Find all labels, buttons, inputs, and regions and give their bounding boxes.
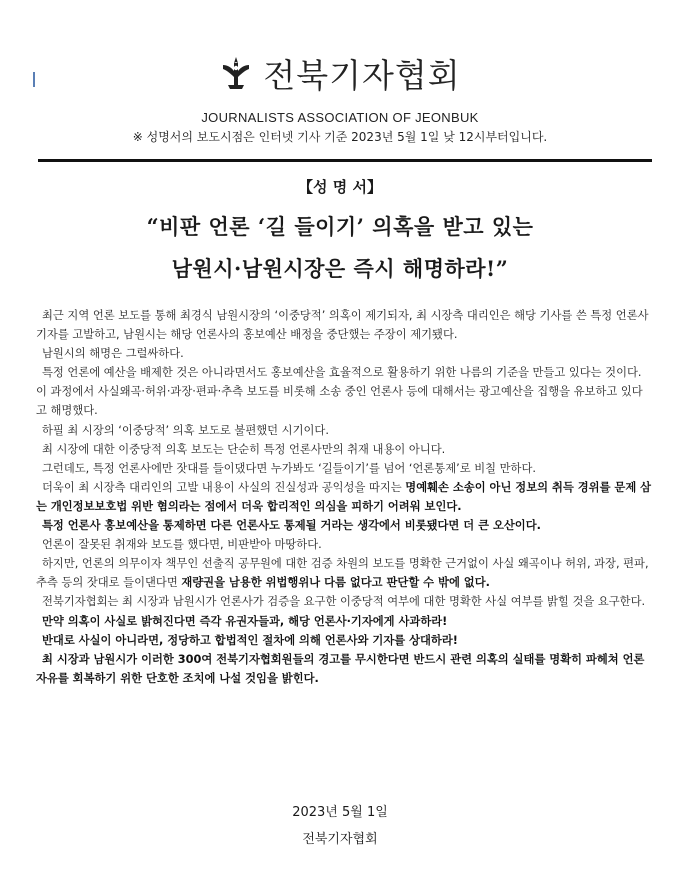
logo-row xyxy=(0,50,680,96)
org-name: 전북기자협회 xyxy=(263,55,461,95)
headline-line-2: 남원시·남원시장은 즉시 해명하라!” xyxy=(171,256,509,281)
paragraph-10 xyxy=(36,554,652,592)
paragraph-2: 남원시의 해명은 그럴싸하다. xyxy=(42,347,184,361)
statement-date: 2023년 5월 1일 xyxy=(292,805,388,820)
org-name-english: JOURNALISTS ASSOCIATION OF JEONBUK xyxy=(201,110,479,125)
paragraph-10-emphasis: 재량권을 남용한 위법행위나 다름 없다고 판단할 수 밖에 없다. xyxy=(181,576,490,590)
paragraph-7-plain: 더욱이 최 시장측 대리인의 고발 내용이 사실의 진실성과 공익성을 따지는 xyxy=(42,480,406,494)
paragraph-9: 언론이 잘못된 취재와 보도를 했다면, 비판받아 마땅하다. xyxy=(42,538,322,552)
paragraph-13: 반대로 사실이 아니라면, 정당하고 합법적인 절차에 의해 언론사와 기자를 상대하라! xyxy=(42,633,458,647)
paragraph-7-emphasis: 명예훼손 소송이 아닌 정보의 취득 경위를 문제 삼는 개인정보보호법 위반 혐의라는 점에서 더욱 합리적인 의심을 피하기 어려워 보인다. xyxy=(36,480,652,513)
document-type-label: 【성 명 서】 xyxy=(298,178,382,196)
paragraph-12: 만약 의혹이 사실로 밝혀진다면 즉각 유권자들과, 해당 언론사·기자에게 사과하라! xyxy=(42,614,448,628)
header-divider xyxy=(38,159,652,162)
paragraph-10-plain: 하지만, 언론의 의무이자 책무인 선출직 공무원에 대한 검증 차원의 보도를 명확한 근거없이 사실 왜곡이나 허위, 과장, 편파, 추측 등의 잣대로 들이댄다면 xyxy=(36,557,649,590)
signing-organization: 전북기자협회 xyxy=(302,832,378,847)
statement-body xyxy=(36,306,652,688)
association-emblem-icon xyxy=(219,53,253,93)
paragraph-5: 최 시장에 대한 이중당적 의혹 보도는 단순히 특정 언론사만의 취재 내용이 아니다. xyxy=(42,442,446,456)
paragraph-6: 그런데도, 특정 언론사에만 잣대를 들이댔다면 누가봐도 ‘길들이기’를 넘어 ‘언론통제’로 비칠 만하다. xyxy=(42,461,536,475)
paragraph-14: 최 시장과 남원시가 이러한 300여 전북기자협회원들의 경고를 무시한다면 반드시 관련 의혹의 실태를 명확히 파헤쳐 언론자유를 회복하기 위한 단호한 조치에 나설 것임을 밝힌다. xyxy=(36,652,645,685)
headline-line-1: “비판 언론 ‘길 들이기’ 의혹을 받고 있는 xyxy=(146,214,534,239)
paragraph-11: 전북기자협회는 최 시장과 남원시가 언론사가 검증을 요구한 이중당적 여부에 대한 명확한 사실 여부를 밝힐 것을 요구한다. xyxy=(42,595,646,609)
paragraph-8: 특정 언론사 홍보예산을 통제하면 다른 언론사도 통제될 거라는 생각에서 비롯됐다면 더 큰 오산이다. xyxy=(42,519,541,533)
paragraph-4: 하필 최 시장의 ‘이중당적’ 의혹 보도로 불편했던 시기이다. xyxy=(42,423,329,437)
paragraph-7 xyxy=(36,478,652,516)
paragraph-3: 특정 언론에 예산을 배제한 것은 아니라면서도 홍보예산을 효율적으로 활용하기 위한 나름의 기준을 만들고 있다는 것이다. 이 과정에서 사실왜곡·허위·과장·편파·추측 보도를 비롯해 소송 중인 언론사 등에 대해서는 광고예산을 집행을 유보하고 있다고 해명했다. xyxy=(36,366,643,418)
paragraph-1: 최근 지역 언론 보도를 통해 최경식 남원시장의 ‘이중당적’ 의혹이 제기되자, 최 시장측 대리인은 해당 기사를 쓴 특정 언론사 기자를 고발하고, 남원시는 해당 언론사의 홍보예산 배정을 중단했는 주장이 제기됐다. xyxy=(36,309,649,342)
letterhead xyxy=(0,50,680,145)
release-notice: ※ 성명서의 보도시점은 인터넷 기사 기준 2023년 5월 1일 낮 12시부터입니다. xyxy=(132,130,548,144)
